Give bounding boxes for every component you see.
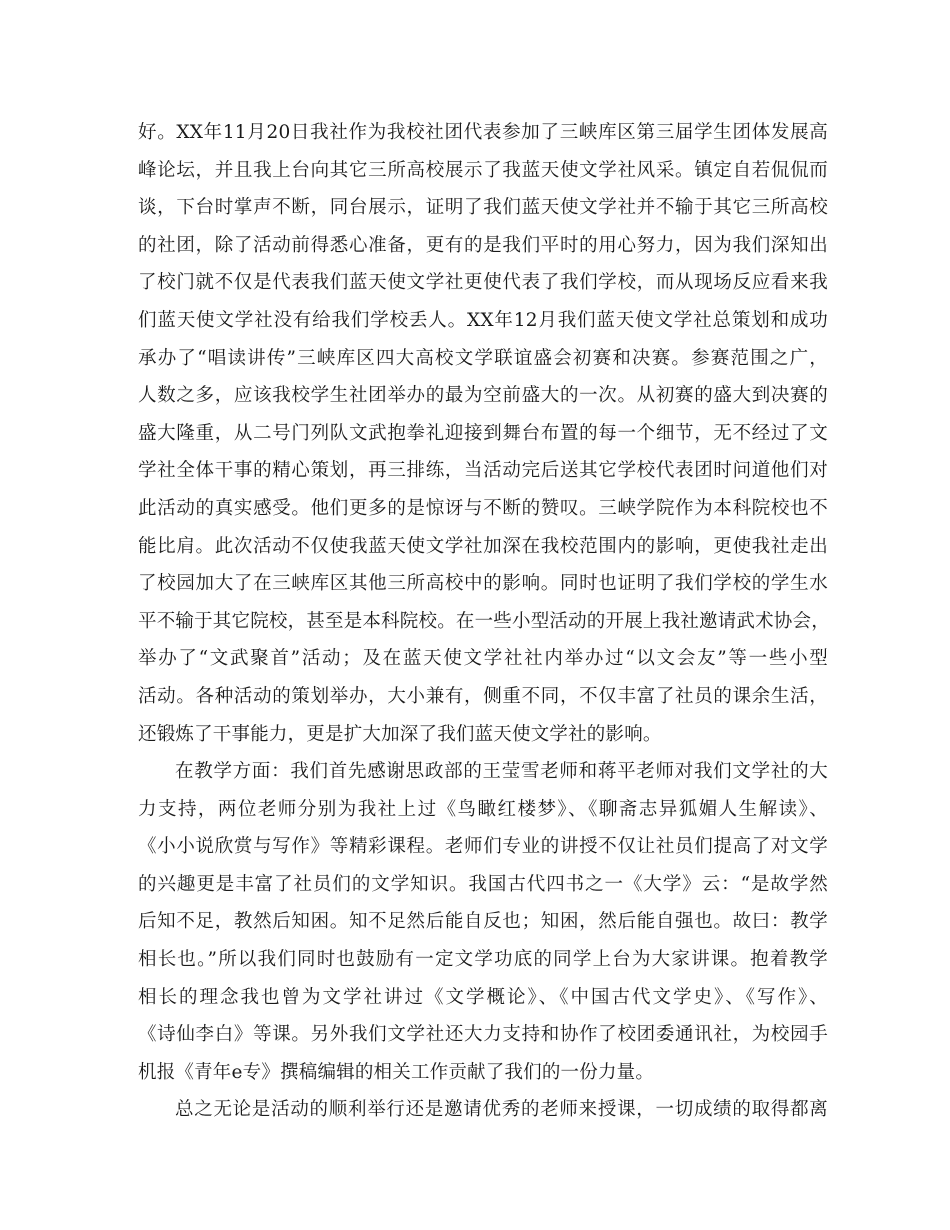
body-text (138, 114, 828, 1129)
text-line: 好。XX年11月20日我社作为我校社团代表参加了三峡库区第三届学生团体发展高 (138, 122, 828, 143)
text-line: 的社团，除了活动前得悉心准备，更有的是我们平时的用心努力，因为我们深知出 (138, 234, 828, 256)
paragraph-first-line: 总之无论是活动的顺利举行还是邀请优秀的老师来授课，一切成绩的取得都离 (175, 1099, 828, 1121)
text-line: 谈，下台时掌声不断，同台展示，证明了我们蓝天使文学社并不输于其它三所高校 (138, 197, 828, 219)
text-line: 了校园加大了在三峡库区其他三所高校中的影响。同时也证明了我们学校的学生水 (138, 573, 828, 595)
text-line: 《诗仙李白》等课。另外我们文学社还大力支持和协作了校团委通讯社，为校园手 (138, 1024, 828, 1046)
text-line: 相长的理念我也曾为文学社讲过《文学概论》、《中国古代文学史》、《写作》、 (138, 986, 828, 1008)
text-line: 此活动的真实感受。他们更多的是惊讶与不断的赞叹。三峡学院作为本科院校也不 (138, 497, 828, 519)
text-line: 的兴趣更是丰富了社员们的文学知识。我国古代四书之一《大学》云：“是故学然 (138, 873, 828, 895)
text-line: 人数之多，应该我校学生社团举办的最为空前盛大的一次。从初赛的盛大到决赛的 (138, 385, 828, 407)
text-line: 盛大隆重，从二号门列队文武抱拳礼迎接到舞台布置的每一个细节，无不经过了文 (138, 422, 828, 444)
text-line: 能比肩。此次活动不仅使我蓝天使文学社加深在我校范围内的影响，更使我社走出 (138, 535, 828, 557)
text-line: 学社全体干事的精心策划，再三排练，当活动完后送其它学校代表团时问道他们对 (138, 460, 828, 482)
text-line: 力支持，两位老师分别为我社上过《鸟瞰红楼梦》、《聊斋志异狐媚人生解读》、 (138, 798, 828, 820)
text-line: 们蓝天使文学社没有给我们学校丢人。XX年12月我们蓝天使文学社总策划和成功 (138, 309, 828, 331)
paragraph-first-line: 在教学方面：我们首先感谢思政部的王莹雪老师和蒋平老师对我们文学社的大 (175, 761, 828, 783)
text-line: 后知不足，教然后知困。知不足然后能自反也；知困，然后能自强也。故曰：教学 (138, 911, 828, 933)
text-line: 了校门就不仅是代表我们蓝天使文学社更使代表了我们学校，而从现场反应看来我 (138, 272, 828, 294)
text-line: 举办了“文武聚首”活动；及在蓝天使文学社社内举办过“以文会友”等一些小型 (138, 648, 828, 670)
text-line: 相长也。”所以我们同时也鼓励有一定文学功底的同学上台为大家讲课。抱着教学 (138, 949, 828, 971)
text-line: 机报《青年e专》撰稿编辑的相关工作贡献了我们的一份力量。 (138, 1061, 655, 1083)
text-line: 活动。各种活动的策划举办，大小兼有，侧重不同，不仅丰富了社员的课余生活， (138, 685, 828, 707)
text-line: 还锻炼了干事能力，更是扩大加深了我们蓝天使文学社的影响。 (138, 723, 662, 745)
text-line: 承办了“唱读讲传”三峡库区四大高校文学联谊盛会初赛和决赛。参赛范围之广， (138, 347, 828, 369)
text-line: 平不输于其它院校，甚至是本科院校。在一些小型活动的开展上我社邀请武术协会， (138, 610, 830, 632)
text-line: 《小小说欣赏与写作》等精彩课程。老师们专业的讲授不仅让社员们提高了对文学 (138, 836, 828, 858)
text-line: 峰论坛，并且我上台向其它三所高校展示了我蓝天使文学社风采。镇定自若侃侃而 (138, 159, 828, 181)
